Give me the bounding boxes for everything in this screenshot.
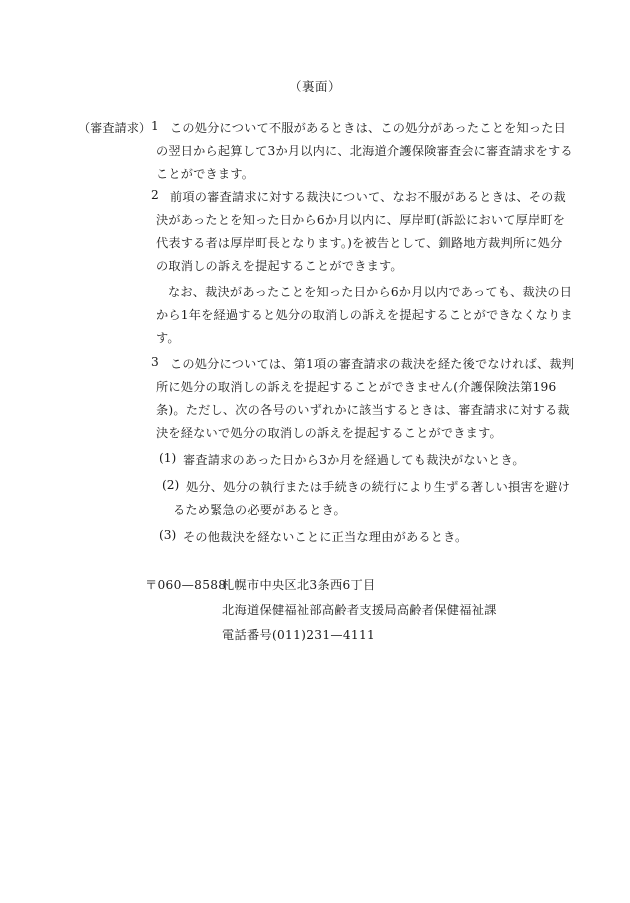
sub-item-text-line: 処分、処分の執行または手続きの続行により生ずる著しい損害を避け (186, 480, 571, 494)
item-note-line: なお、裁決があったことを知った日から6か月以内であっても、裁決の日 (168, 285, 573, 299)
item-number: 3 (151, 355, 159, 369)
item-text-line: の取消しの訴えを提起することができます。 (156, 259, 403, 273)
sub-item-text-line: るため緊急の必要があるとき。 (173, 503, 346, 517)
item-text-line: 条)。ただし、次の各号のいずれかに該当するときは、審査請求に対する裁 (156, 403, 570, 417)
item-number: 2 (151, 188, 159, 202)
item-number: 1 (151, 119, 159, 133)
department-name: 北海道保健福祉部高齢者支援局高齢者保健福祉課 (222, 603, 497, 617)
item-text-line: この処分については、第1項の審査請求の裁決を経た後でなければ、裁判 (170, 357, 575, 371)
item-text-line: ことができます。 (156, 167, 255, 181)
item-text-line: 決を経ないで処分の取消しの訴えを提起することができます。 (156, 426, 502, 440)
phone-number: 電話番号(011)231—4111 (222, 628, 376, 642)
street-address: 札幌市中央区北3条西6丁目 (222, 578, 376, 592)
item-text-line: 代表する者は厚岸町長となります。)を被告として、釧路地方裁判所に処分 (156, 236, 563, 250)
sub-item-number: (1) (159, 451, 177, 465)
section-label: （審査請求） (78, 121, 152, 135)
sub-item-number: (3) (159, 528, 177, 542)
item-text-line: 前項の審査請求に対する裁決について、なお不服があるときは、その裁 (170, 190, 566, 204)
item-text-line: 決があったとを知った日から6か月以内に、厚岸町(訴訟において厚岸町を (156, 213, 566, 227)
item-text-line: の翌日から起算して3か月以内に、北海道介護保険審査会に審査請求をする (156, 144, 573, 158)
item-note-line: す。 (156, 331, 180, 345)
postal-code: 〒060—8588 (145, 578, 227, 592)
item-note-line: から1年を経過すると処分の取消しの訴えを提起することができなくなりま (156, 308, 573, 322)
sub-item-text-line: その他裁決を経ないことに正当な理由があるとき。 (183, 530, 468, 544)
sub-item-text-line: 審査請求のあった日から3か月を経過しても裁決がないとき。 (183, 453, 525, 467)
page-heading: （裏面） (288, 79, 341, 94)
sub-item-number: (2) (162, 478, 180, 492)
item-text-line: 所に処分の取消しの訴えを提起することができません(介護保険法第196 (156, 380, 557, 394)
item-text-line: この処分について不服があるときは、この処分があったことを知った日 (170, 121, 567, 135)
